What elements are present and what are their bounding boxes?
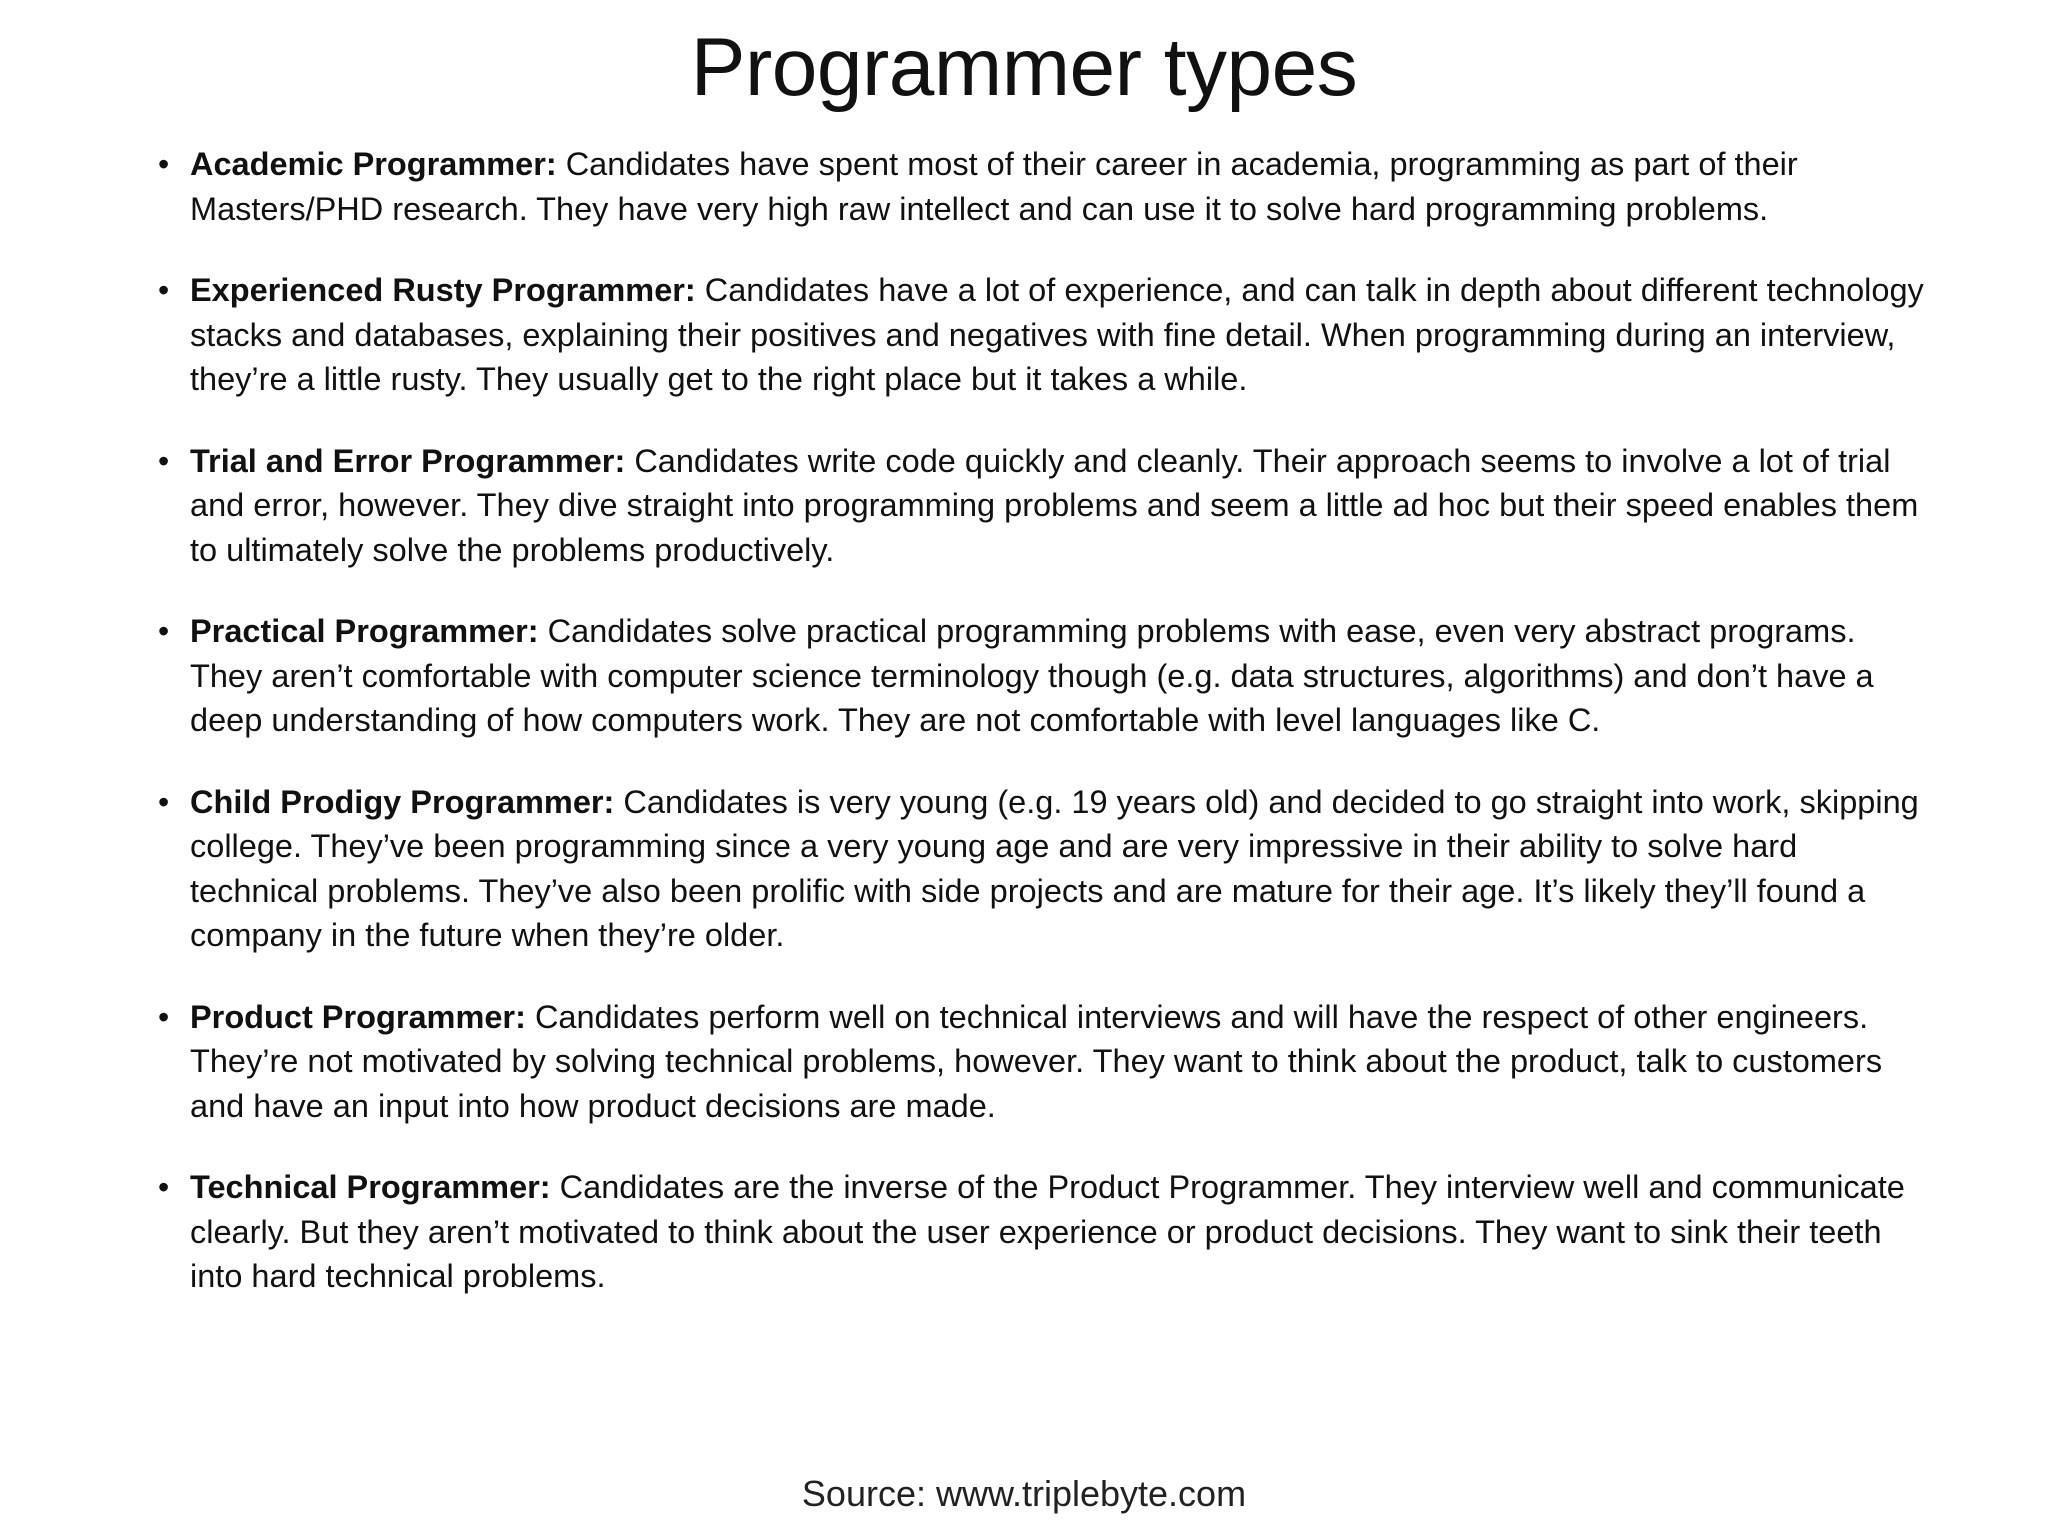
bullet-term: Academic Programmer:: [190, 146, 566, 182]
list-item-product: [156, 995, 1926, 1129]
bullet-term: Practical Programmer:: [190, 613, 548, 649]
bullet-icon: •: [158, 1169, 170, 1205]
bullet-description: Candidates is very young (e.g. 19 years old) and decided to go straight into work, skipping college. They’ve been programming since a very young age and are very impressive in their ability to solve hard technical problems. They’ve also been prolific with side projects and are mature for their age. It’s likely they’ll found a company in the future when they’re older.: [190, 783, 1919, 953]
bullet-term: Technical Programmer:: [190, 1169, 560, 1205]
list-item-child-prodigy: [156, 780, 1926, 958]
list-item-trial-and-error: [156, 439, 1926, 573]
bullet-term: Experienced Rusty Programmer:: [190, 272, 705, 308]
source-credit: Source: www.triplebyte.com: [801, 1473, 1247, 1514]
list-item-technical: [156, 1165, 1926, 1299]
programmer-types-list: [156, 142, 1926, 1336]
bullet-description: Candidates are the inverse of the Product Programmer. They interview well and communicate clearly. But they aren’t motivated to think about the user experience or product decisions. They want to sink their teeth into hard technical problems.: [190, 1169, 1905, 1294]
bullet-term: Child Prodigy Programmer:: [190, 783, 624, 820]
bullet-description: Candidates write code quickly and cleanly. Their approach seems to involve a lot of trial and error, however. They dive straight into programming problems and seem a little ad hoc but their speed enables them to ultimately solve the problems productively.: [190, 442, 1919, 568]
list-item-academic: [156, 142, 1926, 231]
slide-title: Programmer types: [690, 22, 1358, 113]
bullet-icon: •: [158, 613, 170, 649]
list-item-practical: [156, 609, 1926, 743]
bullet-icon: •: [158, 272, 170, 308]
bullet-icon: •: [158, 442, 170, 479]
bullet-description: Candidates perform well on technical interviews and will have the respect of other engineers. They’re not motivated by solving technical problems, however. They want to think about the product, talk to customers and have an input into how product decisions are made.: [190, 998, 1883, 1124]
bullet-description: Candidates solve practical programming problems with ease, even very abstract programs. They aren’t comfortable with computer science terminology though (e.g. data structures, algorithms) and don’t have a deep understanding of how computers work. They are not comfortable with level languages like C.: [190, 613, 1874, 738]
bullet-icon: •: [158, 783, 170, 820]
bullet-description: Candidates have a lot of experience, and can talk in depth about different technology stacks and databases, explaining their positives and negatives with fine detail. When programming during an interview, they’re a little rusty. They usually get to the right place but it takes a while.: [190, 272, 1924, 397]
bullet-term: Product Programmer:: [190, 998, 535, 1035]
bullet-icon: •: [158, 146, 170, 182]
bullet-icon: •: [158, 998, 170, 1035]
bullet-description: Candidates have spent most of their career in academia, programming as part of their Masters/PHD research. They have very high raw intellect and can use it to solve hard programming problems.: [190, 146, 1798, 227]
bullet-term: Trial and Error Programmer:: [190, 442, 635, 479]
list-item-experienced-rusty: [156, 268, 1926, 402]
